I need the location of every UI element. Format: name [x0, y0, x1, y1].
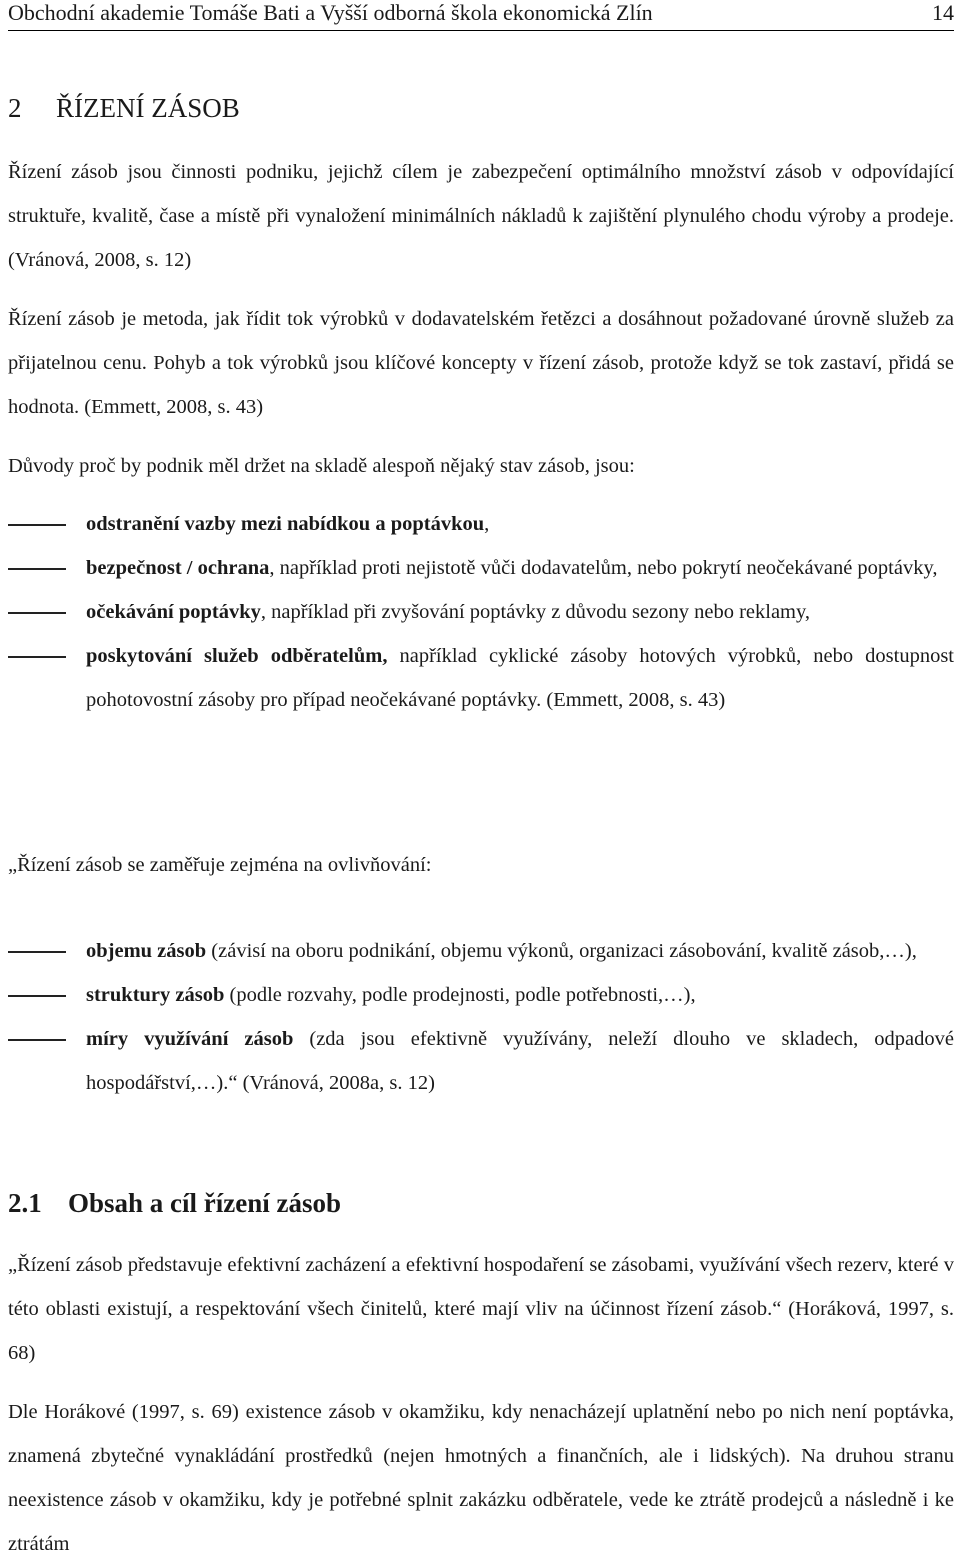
- header-school-name: Obchodní akademie Tomáše Bati a Vyšší odborná škola ekonomická Zlín: [8, 0, 653, 25]
- list-item-text: (závisí na oboru podnikání, objemu výkonů, organizaci zásobování, kvalitě zásob,…),: [206, 940, 917, 962]
- list-item-text: ,: [484, 513, 490, 535]
- list-item-text: , například proti nejistotě vůči dodavatelům, nebo pokrytí neočekávané poptávky,: [269, 557, 938, 579]
- section-heading: [8, 1186, 341, 1220]
- list-item: [8, 546, 954, 590]
- page-number: 14: [932, 0, 954, 25]
- section-number: 2.1: [8, 1188, 42, 1218]
- paragraph-2: Řízení zásob je metoda, jak řídit tok výrobků v dodavatelském řetězci a dosáhnout požadované úrovně služeb za přijatelnou cenu. Pohyb a tok výrobků jsou klíčové koncepty v řízení zásob, protože když se tok zastaví, přidá se hodnota. (Emmett, 2008, s. 43): [8, 308, 954, 418]
- list-item-text: (zda jsou efektivně využívány, neleží dlouho ve skladech, odpadové hospodářství,…).“ (Vránová, 2008a, s. 12): [86, 1028, 954, 1094]
- list-item: [8, 590, 954, 634]
- paragraph-3: Důvody proč by podnik měl držet na skladě alespoň nějaký stav zásob, jsou:: [8, 455, 635, 477]
- chapter-title: ŘÍZENÍ ZÁSOB: [56, 93, 240, 123]
- dash-bullet-icon: [8, 656, 66, 658]
- reasons-list: [8, 502, 954, 722]
- list-item-bold: objemu zásob: [86, 940, 207, 962]
- list-item-bold: bezpečnost / ochrana: [86, 557, 270, 579]
- chapter-heading: [8, 91, 240, 125]
- list-item-bold: poskytování služeb odběratelům,: [86, 645, 388, 667]
- list-item-bold: struktury zásob: [86, 984, 225, 1006]
- dash-bullet-icon: [8, 524, 66, 526]
- paragraph-6: Dle Horákové (1997, s. 69) existence zásob v okamžiku, kdy nenacházejí uplatnění nebo po nich není poptávka, znamená zbytečné vynakládání prostředků (nejen hmotných a finančních, ale i lidských). Na druhou stranu neexistence zásob v okamžiku, kdy je potřebné splnit zakázku odběratele, vede ke ztrátě prodejců a následně i ke ztrátám: [8, 1401, 954, 1555]
- list-item: [8, 1017, 954, 1105]
- list-item-bold: míry využívání zásob: [86, 1028, 294, 1050]
- list-item-text: , například při zvyšování poptávky z důvodu sezony nebo reklamy,: [260, 601, 811, 623]
- paragraph-4: „Řízení zásob se zaměřuje zejména na ovlivňování:: [8, 854, 432, 876]
- list-item-bold: odstranění vazby mezi nabídkou a poptávkou: [86, 513, 485, 535]
- dash-bullet-icon: [8, 568, 66, 570]
- list-item-text: (podle rozvahy, podle prodejnosti, podle potřebnosti,…),: [224, 984, 696, 1006]
- list-item: [8, 973, 954, 1017]
- paragraph-1: Řízení zásob jsou činnosti podniku, jejichž cílem je zabezpečení optimálního množství zásob v odpovídající struktuře, kvalitě, čase a místě při vynaložení minimálních nákladů k zajištění plynulého chodu výroby a prodeje. (Vránová, 2008, s. 12): [8, 161, 954, 271]
- chapter-number: 2: [8, 93, 22, 123]
- list-item: [8, 502, 954, 546]
- dash-bullet-icon: [8, 951, 66, 953]
- influence-list: [8, 929, 954, 1105]
- page-header: [8, 0, 954, 31]
- list-item-text: například cyklické zásoby hotových výrobků, nebo dostupnost pohotovostní zásoby pro případ neočekávané poptávky. (Emmett, 2008, s. 43): [86, 645, 954, 711]
- list-item: [8, 634, 954, 722]
- section-title: Obsah a cíl řízení zásob: [68, 1188, 342, 1218]
- dash-bullet-icon: [8, 1039, 66, 1041]
- list-item: [8, 929, 954, 973]
- dash-bullet-icon: [8, 612, 66, 614]
- paragraph-5: „Řízení zásob představuje efektivní zacházení a efektivní hospodaření se zásobami, využívání všech rezerv, které v této oblasti existují, a respektování všech činitelů, které mají vliv na účinnost řízení zásob.“ (Horáková, 1997, s. 68): [8, 1254, 954, 1364]
- list-item-bold: očekávání poptávky: [86, 601, 261, 623]
- dash-bullet-icon: [8, 995, 66, 997]
